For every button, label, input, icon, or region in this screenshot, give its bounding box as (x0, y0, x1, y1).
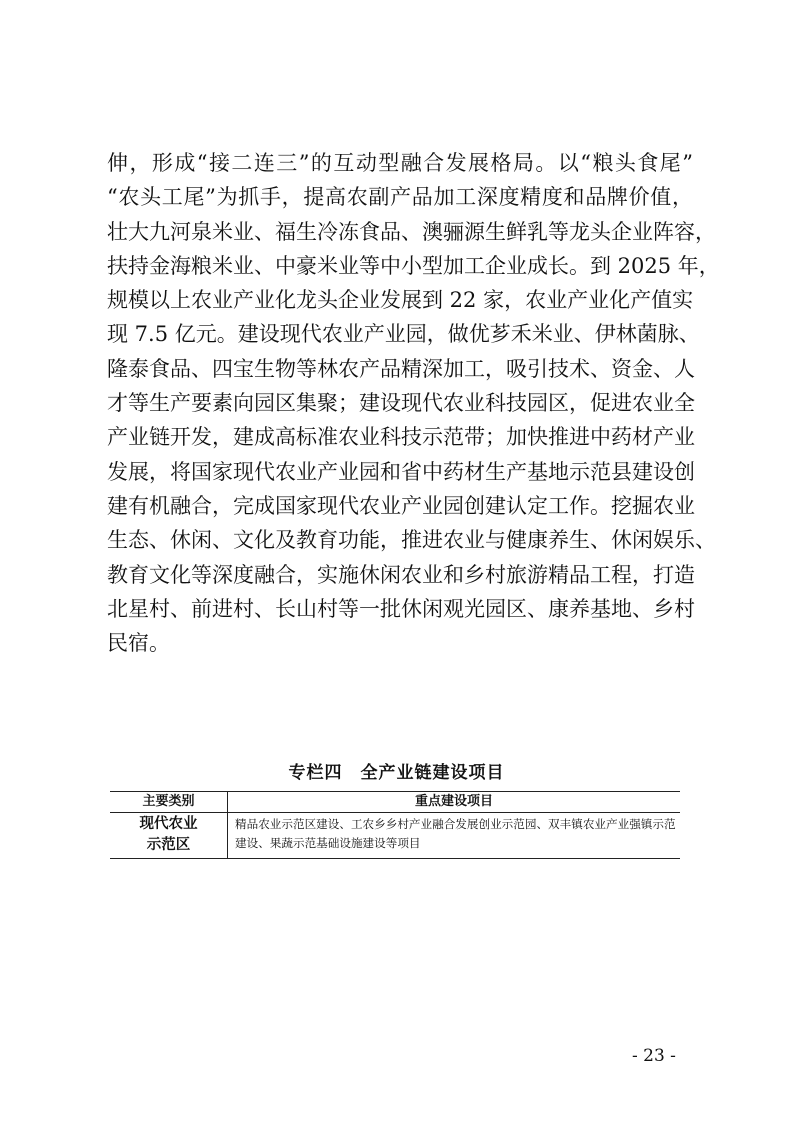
projects-cell: 精品农业示范区建设、工农乡乡村产业融合发展创业示范园、双丰镇农业产业强镇示范建设、果蔬示范基础设施建设等项目 (228, 813, 681, 859)
body-line: 才等生产要素向园区集聚；建设现代农业科技园区，促进农业全 (107, 391, 695, 416)
page-number: - 23 - (632, 1046, 676, 1066)
box-title: 专栏四 全产业链建设项目 (288, 763, 505, 783)
table-header-row (110, 792, 680, 813)
body-line: 现 7.5 亿元。建设现代农业产业园，做优芗禾米业、伊林菌脉、 (107, 322, 700, 347)
body-line: 生态、休闲、文化及教育功能，推进农业与健康养生、休闲娱乐、 (107, 528, 716, 553)
table-row (110, 813, 680, 859)
body-line: 发展，将国家现代农业产业园和省中药材生产基地示范县建设创 (107, 459, 695, 484)
body-line: 建有机融合，完成国家现代农业产业园创建认定工作。挖掘农业 (107, 493, 695, 518)
body-paragraph (107, 146, 720, 660)
body-line: 教育文化等深度融合，实施休闲农业和乡村旅游精品工程，打造 (107, 562, 695, 587)
category-line: 现代农业 (139, 816, 198, 832)
category-line: 示范区 (146, 837, 191, 853)
body-line: “农头工尾”为抓手，提高农副产品加工深度精度和品牌价值， (107, 185, 693, 210)
header-projects: 重点建设项目 (228, 792, 681, 813)
body-line: 伸，形成“接二连三”的互动型融合发展格局。以“粮头食尾” (107, 151, 693, 175)
projects-table (110, 791, 680, 859)
body-line: 壮大九河泉米业、福生冷冻食品、澳骊源生鲜乳等龙头企业阵容， (107, 219, 716, 244)
category-cell (110, 813, 228, 859)
body-line: 隆泰食品、四宝生物等林农产品精深加工，吸引技术、资金、人 (107, 356, 695, 381)
body-line: 民宿。 (107, 631, 170, 656)
body-line: 规模以上农业产业化龙头企业发展到 22 家，农业产业化产值实 (107, 288, 694, 313)
body-line: 北星村、前进村、长山村等一批休闲观光园区、康养基地、乡村 (107, 596, 695, 621)
body-line: 扶持金海粮米业、中豪米业等中小型加工企业成长。到 2025 年， (107, 253, 720, 278)
header-category: 主要类别 (110, 792, 228, 813)
body-line: 产业链开发，建成高标准农业科技示范带；加快推进中药材产业 (107, 425, 695, 450)
